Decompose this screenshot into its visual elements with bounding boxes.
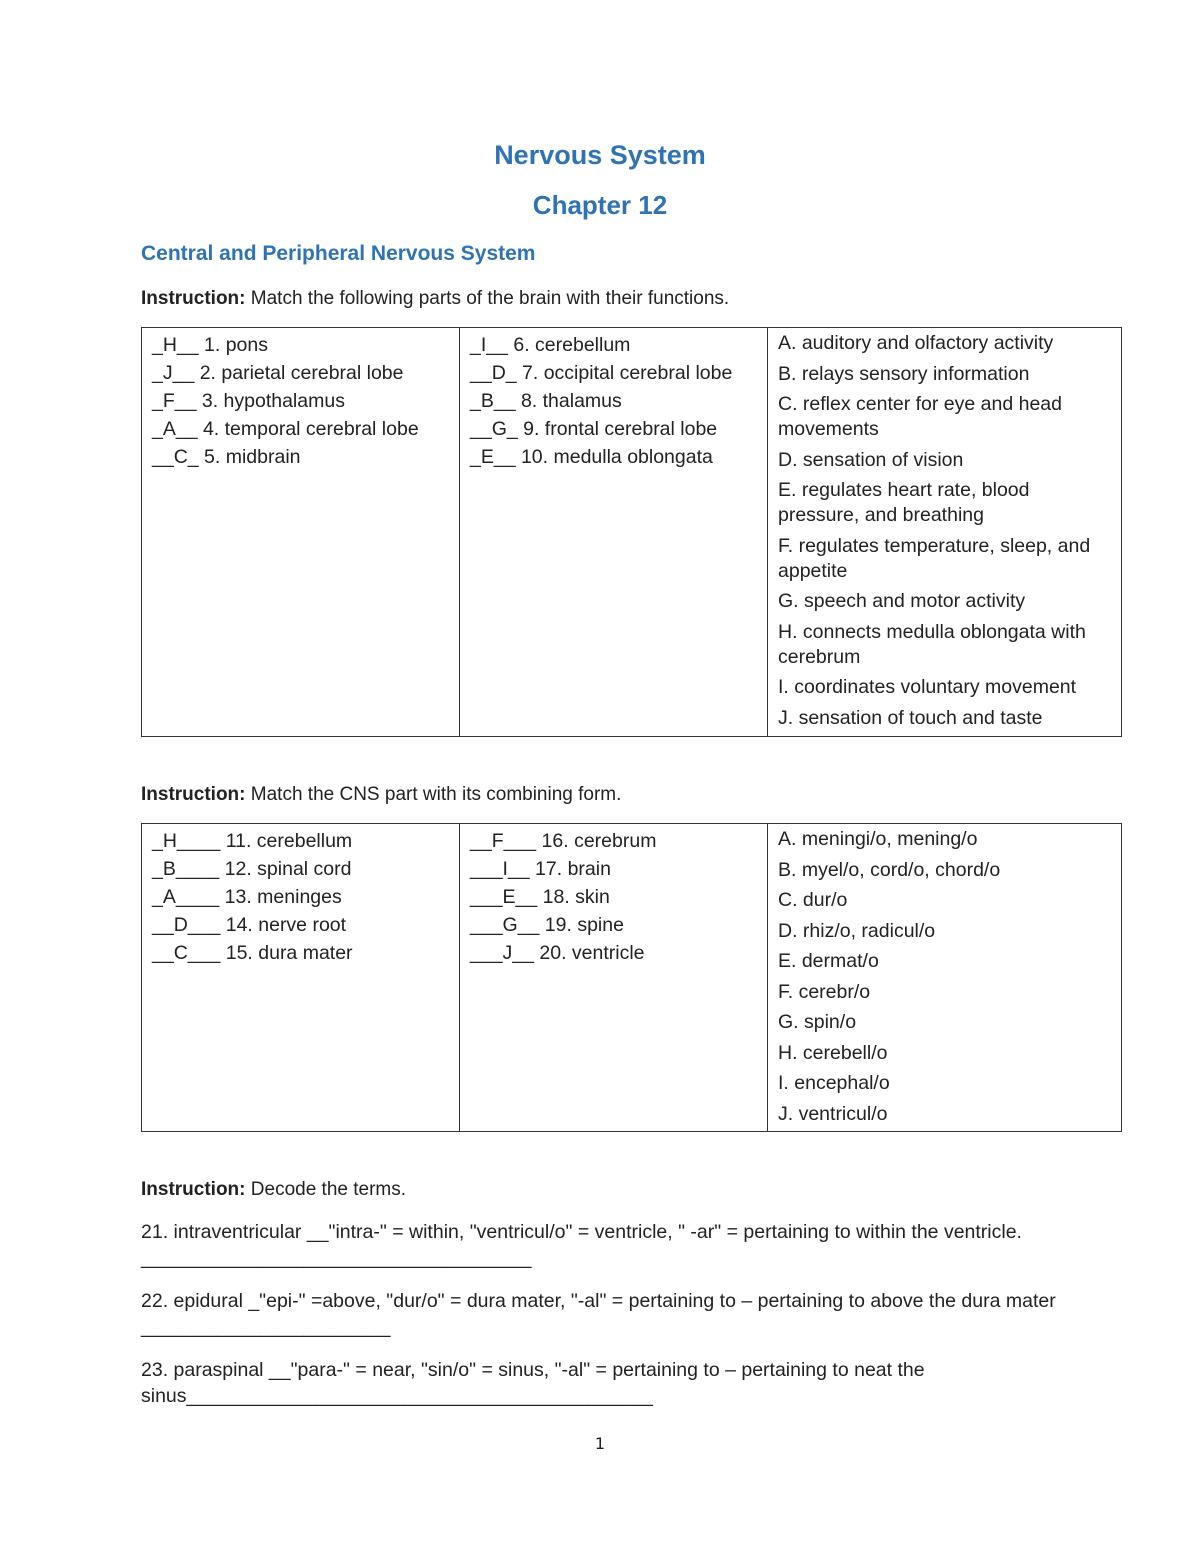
option-item: J. ventricul/o [778, 1102, 888, 1125]
decode-item-21: 21. intraventricular __"intra-" = within, "ventricul/o" = ventricle, " -ar" = pertaining to within the ventricle. ____________________________________ [141, 1221, 1022, 1269]
option-item: E. dermat/o [778, 950, 879, 972]
option-item: B. myel/o, cord/o, chord/o [778, 858, 1001, 881]
list-item: _F__ 3. hypothalamus [152, 390, 345, 412]
option-item: J. sensation of touch and taste [778, 706, 1043, 729]
instruction-text: Match the CNS part with its combining form. [245, 784, 622, 805]
parts-column-2 [460, 824, 768, 1132]
option-item: I. coordinates voluntary movement [778, 676, 1077, 698]
option-item: H. connects medulla oblongata with cerebrum [778, 620, 1086, 668]
section-heading: Central and Peripheral Nervous System [141, 242, 536, 265]
option-item: G. speech and motor activity [778, 590, 1026, 612]
list-item: _H__ 1. pons [152, 334, 269, 356]
option-item: G. spin/o [778, 1011, 857, 1033]
list-item: __D___ 14. nerve root [152, 914, 347, 936]
list-item: ___G__ 19. spine [470, 914, 624, 936]
option-item: I. encephal/o [778, 1072, 890, 1094]
list-item: _A__ 4. temporal cerebral lobe [152, 418, 419, 440]
list-item: __G_ 9. frontal cerebral lobe [470, 418, 718, 440]
list-item: _A____ 13. meninges [152, 886, 342, 908]
option-item: E. regulates heart rate, blood pressure, and breathing [778, 479, 1030, 526]
decode-item-22: 22. epidural _"epi-" =above, "dur/o" = dura mater, "-al" = pertaining to – pertaining to above the dura mater _______________________ [141, 1290, 1056, 1338]
list-item: _B____ 12. spinal cord [152, 858, 352, 880]
option-item: D. sensation of vision [778, 448, 964, 471]
instruction-label: Instruction: [141, 784, 246, 805]
list-item: ___J__ 20. ventricle [470, 942, 645, 964]
option-item: A. auditory and olfactory activity [778, 332, 1054, 354]
option-item: F. cerebr/o [778, 980, 871, 1003]
instruction-text: Match the following parts of the brain with their functions. [245, 288, 730, 309]
instruction-3 [141, 1179, 406, 1201]
option-item: B. relays sensory information [778, 362, 1030, 385]
functions-column [768, 328, 1122, 737]
instruction-1 [141, 288, 729, 310]
list-item: _J__ 2. parietal cerebral lobe [152, 362, 404, 384]
parts-column-1 [142, 824, 460, 1132]
instruction-text: Decode the terms. [245, 1179, 407, 1200]
parts-column-1 [142, 328, 460, 737]
document-title: Nervous System [494, 140, 706, 170]
brain-function-match-table [141, 327, 1122, 737]
list-item: _B__ 8. thalamus [470, 390, 622, 412]
instruction-2 [141, 784, 621, 806]
parts-column-2 [460, 328, 768, 737]
option-item: C. dur/o [778, 889, 848, 911]
decode-item-23: 23. paraspinal __"para-" = near, "sin/o" = sinus, "-al" = pertaining to – pertaining to neat the sinus___________________________________________ [141, 1359, 925, 1407]
list-item: __D_ 7. occipital cerebral lobe [470, 362, 733, 384]
option-item: D. rhiz/o, radicul/o [778, 919, 936, 942]
page-number: 1 [594, 1434, 606, 1453]
list-item: _E__ 10. medulla oblongata [470, 446, 713, 468]
option-item: C. reflex center for eye and head movements [778, 393, 1062, 440]
option-item: H. cerebell/o [778, 1041, 888, 1064]
option-item: A. meningi/o, mening/o [778, 828, 978, 850]
instruction-label: Instruction: [141, 1179, 246, 1200]
instruction-label: Instruction: [141, 288, 246, 309]
combining-forms-column [768, 824, 1122, 1132]
list-item: __F___ 16. cerebrum [470, 830, 657, 852]
list-item: ___I__ 17. brain [470, 858, 611, 880]
option-item: F. regulates temperature, sleep, and appetite [778, 534, 1091, 582]
combining-form-match-table [141, 823, 1122, 1132]
list-item: __C_ 5. midbrain [152, 446, 301, 468]
list-item: _I__ 6. cerebellum [470, 334, 631, 356]
list-item: _H____ 11. cerebellum [152, 830, 353, 852]
list-item: __C___ 15. dura mater [152, 942, 353, 964]
list-item: ___E__ 18. skin [470, 886, 610, 908]
chapter-heading: Chapter 12 [532, 190, 668, 220]
